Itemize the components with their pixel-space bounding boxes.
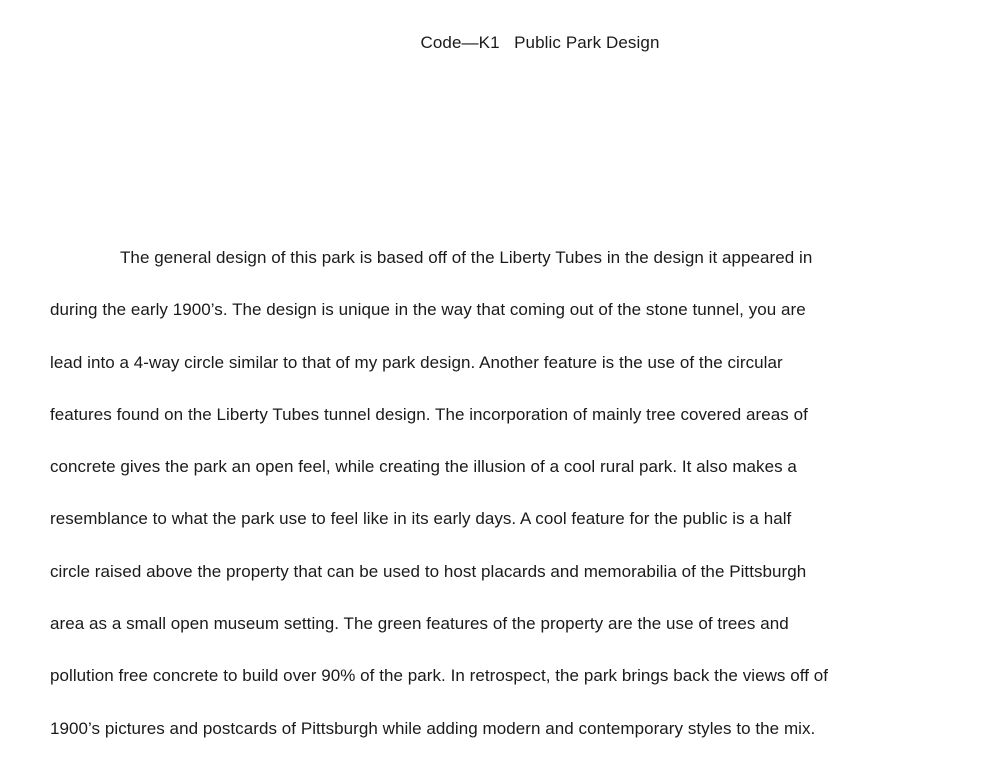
paragraph-line: features found on the Liberty Tubes tunnel design. The incorporation of mainly tree covered areas of (50, 404, 808, 424)
paragraph-line: circle raised above the property that can be used to host placards and memorabilia of the Pittsburgh (50, 561, 807, 581)
body-paragraph (50, 246, 970, 769)
paragraph-line: pollution free concrete to build over 90% of the park. In retrospect, the park brings back the views off of (50, 666, 829, 686)
paragraph-line: resemblance to what the park use to feel like in its early days. A cool feature for the public is a half (50, 509, 792, 529)
paragraph-line: during the early 1900’s. The design is unique in the way that coming out of the stone tunnel, you are (50, 300, 806, 320)
paragraph-line: concrete gives the park an open feel, while creating the illusion of a cool rural park. It also makes a (50, 457, 797, 477)
paragraph-line: The general design of this park is based off of the Liberty Tubes in the design it appeared in (120, 248, 813, 267)
document-title: Code—K1 Public Park Design (420, 33, 660, 52)
paragraph-line: area as a small open museum setting. The green features of the property are the use of trees and (50, 614, 789, 634)
paragraph-line: lead into a 4-way circle similar to that of my park design. Another feature is the use of the circular (50, 352, 783, 372)
paragraph-line: 1900’s pictures and postcards of Pittsburgh while adding modern and contemporary styles to the mix. (50, 718, 816, 738)
